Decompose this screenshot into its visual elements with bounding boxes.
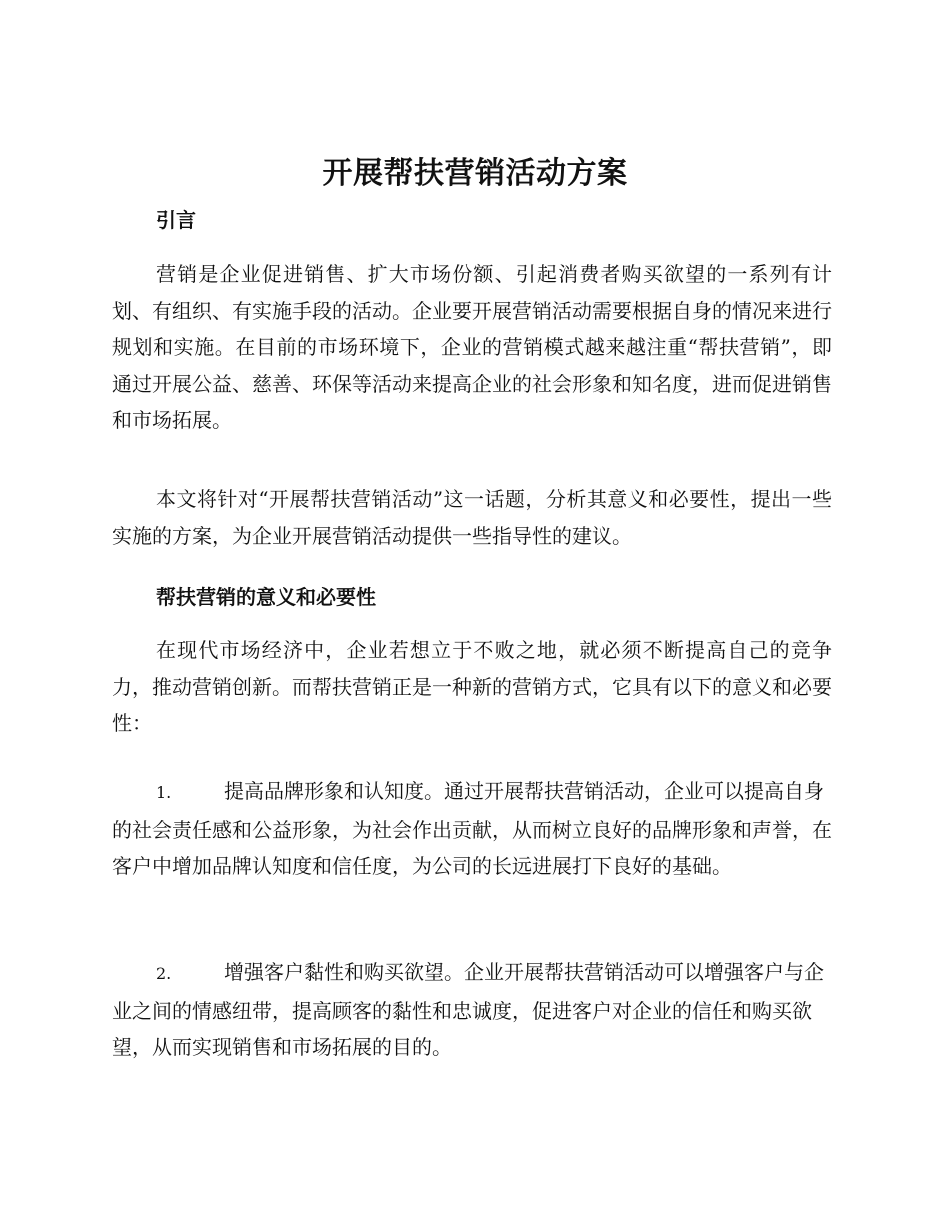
list-item-text: 提高品牌形象和认知度。通过开展帮扶营销活动，企业可以提高自身的社会责任感和公益形象，为社会作出贡献，从而树立良好的品牌形象和声誉，在客户中增加品牌认知度和信任度，为公司的长远进展打下良好的基础。 xyxy=(112,779,832,878)
list-item-2 xyxy=(112,954,832,1066)
list-number: 2. xyxy=(156,964,172,983)
intro-paragraph-1: 营销是企业促进销售、扩大市场份额、引起消费者购买欲望的一系列有计划、有组织、有实施手段的活动。企业要开展营销活动需要根据自身的情况来进行规划和实施。在目前的市场环境下，企业的营销模式越来越注重“帮扶营销”，即通过开展公益、慈善、环保等活动来提高企业的社会形象和知名度，进而促进销售和市场拓展。 xyxy=(112,262,832,432)
document-title: 开展帮扶营销活动方案 xyxy=(322,156,628,191)
meaning-paragraph-1: 在现代市场经济中，企业若想立于不败之地，就必须不断提高自己的竞争力，推动营销创新。而帮扶营销正是一种新的营销方式，它具有以下的意义和必要性： xyxy=(112,638,832,735)
list-number: 1. xyxy=(156,783,172,802)
list-item-1 xyxy=(112,773,832,885)
section-heading-intro: 引言 xyxy=(156,208,196,232)
intro-paragraph-2: 本文将针对“开展帮扶营销活动”这一话题，分析其意义和必要性，提出一些实施的方案，为企业开展营销活动提供一些指导性的建议。 xyxy=(112,487,832,548)
section-heading-meaning: 帮扶营销的意义和必要性 xyxy=(156,585,376,609)
list-item-text: 增强客户黏性和购买欲望。企业开展帮扶营销活动可以增强客户与企业之间的情感纽带，提高顾客的黏性和忠诚度，促进客户对企业的信任和购买欲望，从而实现销售和市场拓展的目的。 xyxy=(112,960,824,1059)
